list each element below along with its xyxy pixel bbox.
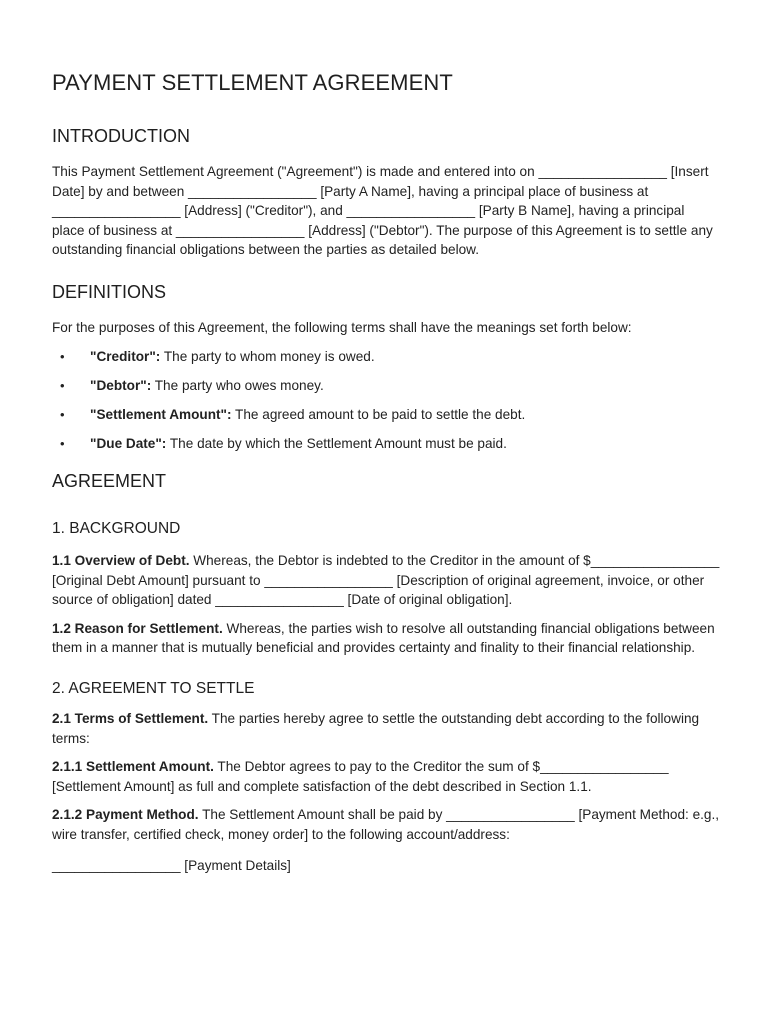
definition-text: The agreed amount to be paid to settle the debt. bbox=[231, 406, 526, 422]
clause-label: 2.1 Terms of Settlement. bbox=[52, 711, 209, 727]
bullet-icon: • bbox=[60, 348, 65, 364]
definition-text: The party to whom money is owed. bbox=[160, 348, 375, 364]
document-title: PAYMENT SETTLEMENT AGREEMENT bbox=[52, 70, 453, 95]
definition-item-due-date bbox=[52, 434, 720, 454]
clause-text: The parties hereby agree to settle the outstanding debt according to the following terms: bbox=[52, 711, 700, 746]
definition-term: "Creditor": bbox=[90, 348, 161, 364]
definition-text: The party who owes money. bbox=[151, 377, 324, 393]
payment-details-line: _________________ [Payment Details] bbox=[52, 857, 291, 873]
bullet-icon: • bbox=[60, 406, 65, 422]
introduction-paragraph: This Payment Settlement Agreement ("Agreement") is made and entered into on _________________ [Insert Date] by and between _________________ [Party A Name], having a principal place of business at _________________ [Address] ("Creditor"), and _________________ [Party B Name], having a principal place of business at _________________ [Address] ("Debtor"). The purpose of this Agreement is to settle any outstanding financial obligations between the parties as detailed below. bbox=[52, 164, 713, 258]
clause-text: The Debtor agrees to pay to the Creditor the sum of $_________________ [Settlement Amount] as full and complete satisfaction of the debt described in Section 1.1. bbox=[52, 759, 669, 794]
definition-term: "Due Date": bbox=[90, 435, 167, 451]
section-1-heading: 1. BACKGROUND bbox=[52, 520, 181, 538]
clause-2-1-1 bbox=[52, 757, 720, 796]
clause-label: 1.2 Reason for Settlement. bbox=[52, 620, 223, 636]
definition-item-settlement-amount bbox=[52, 405, 720, 425]
clause-text: Whereas, the Debtor is indebted to the Creditor in the amount of $_________________ [Original Debt Amount] pursuant to _________________ [Description of original agreement, invoice, or other source of obligation] dated _________________ [Date of original obligation]. bbox=[52, 553, 720, 608]
definitions-intro: For the purposes of this Agreement, the following terms shall have the meanings set forth below: bbox=[52, 319, 632, 335]
clause-text: Whereas, the parties wish to resolve all outstanding financial obligations between them in a manner that is mutually beneficial and provides certainty and finality to their financial relationship. bbox=[52, 620, 715, 656]
clause-2-1-2 bbox=[52, 805, 720, 844]
definitions-heading: DEFINITIONS bbox=[52, 281, 167, 302]
clause-1-1 bbox=[52, 551, 720, 610]
definition-term: "Settlement Amount": bbox=[90, 406, 232, 422]
bullet-icon: • bbox=[60, 377, 65, 393]
agreement-heading: AGREEMENT bbox=[52, 471, 167, 492]
clause-2-1 bbox=[52, 709, 720, 748]
definition-item-creditor bbox=[52, 347, 720, 367]
clause-1-2 bbox=[52, 619, 720, 658]
definition-text: The date by which the Settlement Amount must be paid. bbox=[166, 435, 507, 451]
clause-label: 1.1 Overview of Debt. bbox=[52, 553, 190, 569]
bullet-icon: • bbox=[60, 435, 65, 451]
clause-label: 2.1.2 Payment Method. bbox=[52, 807, 199, 823]
clause-text: The Settlement Amount shall be paid by _________________ [Payment Method: e.g., wire transfer, certified check, money order] to the following account/address: bbox=[52, 807, 720, 843]
section-2-heading: 2. AGREEMENT TO SETTLE bbox=[52, 680, 255, 698]
definition-item-debtor bbox=[52, 376, 720, 396]
definitions-list bbox=[52, 347, 720, 454]
clause-label: 2.1.1 Settlement Amount. bbox=[52, 759, 214, 775]
definition-term: "Debtor": bbox=[90, 377, 152, 393]
introduction-heading: INTRODUCTION bbox=[52, 126, 190, 146]
